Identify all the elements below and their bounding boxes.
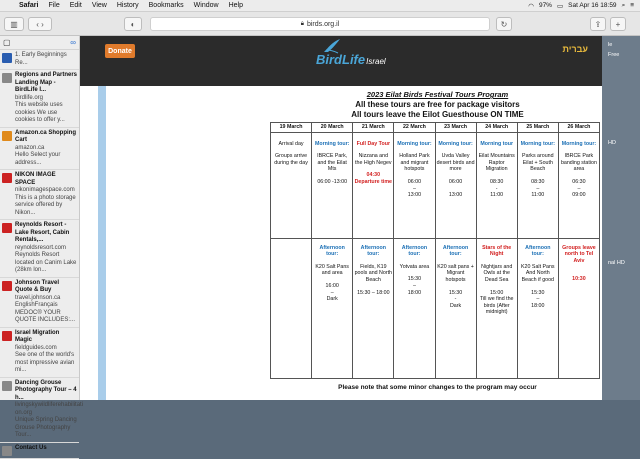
afternoon-row (271, 238, 600, 378)
birdlife-logo[interactable] (316, 38, 396, 74)
afternoon-tour-cell (312, 238, 353, 378)
tour-detail: 16:00 (325, 282, 339, 289)
tour-detail: 15:30 (407, 276, 422, 283)
menu-bar (0, 0, 640, 12)
menu-window[interactable]: Window (193, 2, 219, 9)
list-item[interactable] (0, 50, 79, 70)
tour-detail: Holland Park and migrant hotspots (399, 153, 430, 173)
program-subtitle-1: All these tours are free for package visitors (355, 100, 520, 109)
tour-detail: 09:00 (572, 192, 586, 199)
tour-detail: – (412, 282, 416, 289)
reading-list-sidebar (0, 36, 84, 451)
tour-detail: 18:00 (531, 302, 545, 309)
browser-toolbar (0, 12, 640, 36)
thumbnail (2, 53, 12, 63)
morning-tour-cell (312, 132, 353, 238)
thumbnail (2, 281, 12, 291)
tour-detail: Dark (326, 296, 338, 303)
tour-detail: – (536, 296, 540, 303)
clock[interactable]: Sat Apr 16 18:59 (568, 2, 617, 9)
day-header: 26 March (558, 123, 599, 133)
list-item[interactable] (0, 278, 79, 328)
menu-safari[interactable]: Safari (19, 2, 39, 9)
tour-heading: Morning tour: (314, 140, 350, 147)
list-item[interactable] (0, 328, 79, 378)
list-item[interactable] (0, 128, 79, 171)
list-item-domain: livingskywildliferehabilitati on.org (15, 402, 84, 416)
morning-tour-cell (394, 132, 435, 238)
glasses-icon[interactable]: ∞ (70, 38, 76, 47)
chevron-left-icon: ‹ › (36, 19, 44, 29)
morning-row (271, 132, 600, 238)
sidebar-toggle-button[interactable] (4, 17, 24, 31)
list-item-snippet: This website uses cookies We use cookies to offer y... (15, 102, 65, 123)
list-item-snippet: This is a photo storage service offered by Nikon... (15, 194, 76, 216)
background-text: Free (608, 52, 620, 58)
program-document (270, 90, 600, 400)
tour-detail: IBRCE Park banding station area (560, 153, 597, 173)
battery-icon[interactable]: ▭ (556, 2, 564, 10)
list-item[interactable] (0, 378, 84, 443)
thumbnail (2, 173, 12, 183)
tour-detail: 18:00 (407, 289, 422, 296)
tour-detail: 15:30 – 18:00 (357, 289, 390, 296)
tour-heading: Morning tour (480, 140, 514, 147)
tour-detail: – (536, 185, 540, 192)
search-icon[interactable]: ⌕ (621, 1, 626, 9)
tour-detail: Fields, K19 pools and North Beach (354, 263, 393, 283)
tour-detail: Uvda Valley desert birds and more (436, 153, 475, 173)
tour-detail: – (330, 289, 334, 296)
program-footnote: Please note that some minor changes to the program may occur (338, 384, 537, 391)
tour-heading: Afternoon tour: (401, 244, 428, 258)
day-header: 23 March (435, 123, 476, 133)
donate-button[interactable]: Donate (105, 44, 135, 58)
share-button[interactable] (590, 17, 606, 31)
reload-button[interactable] (496, 17, 512, 31)
plus-icon: + (615, 19, 621, 29)
background-text: HD (608, 140, 616, 146)
tour-detail: 15:30 (531, 289, 545, 296)
thumbnail (2, 131, 12, 141)
day-header: 19 March (271, 123, 312, 133)
list-item-snippet: Reynolds Resort located on Canim Lake (28km lon... (15, 252, 77, 273)
tour-detail: 08:30 (490, 178, 504, 185)
thumbnail (2, 73, 12, 83)
shield-button[interactable] (124, 17, 142, 31)
thumbnail (2, 331, 12, 341)
morning-tour-cell (517, 132, 558, 238)
thumbnail (2, 223, 12, 233)
list-item-title: Reynolds Resort - Lake Resort, Cabin Rentals,... (15, 222, 70, 243)
hebrew-language-link[interactable]: עברית (562, 44, 588, 54)
tour-detail: 15:00 (490, 289, 504, 296)
table-header-row (271, 123, 600, 133)
list-item[interactable] (0, 220, 79, 278)
tour-detail: K20 Salt Pans and area (315, 263, 349, 277)
list-item-snippet: See one of the world's most impressive avian mi... (15, 352, 75, 373)
site-header (80, 36, 602, 86)
tour-heading: Morning tour: (397, 140, 432, 147)
tour-heading: Morning tour: (438, 140, 473, 147)
morning-tour-cell (476, 132, 517, 238)
list-item-domain: travel.johnson.ca (15, 294, 61, 301)
menu-view[interactable]: View (91, 2, 107, 9)
logo-sub-text: Israel (366, 57, 386, 66)
thumbnail (2, 446, 12, 456)
book-icon[interactable]: ▢ (3, 38, 11, 47)
afternoon-tour-cell (517, 238, 558, 378)
morning-tour-cell (435, 132, 476, 238)
background-text: le (608, 42, 613, 48)
tour-detail: K20 Salt Pans And North Beach if good (521, 263, 555, 283)
thumbnail (2, 381, 12, 391)
day-header: 25 March (517, 123, 558, 133)
tour-detail: 08:30 (531, 178, 545, 185)
morning-tour-cell (558, 132, 599, 238)
afternoon-tour-cell (476, 238, 517, 378)
list-item-title: Johnson Travel Quote & Buy (15, 279, 60, 293)
decorative-strip (98, 86, 106, 400)
afternoon-tour-cell (353, 238, 394, 378)
afternoon-tour-cell (394, 238, 435, 378)
tour-detail: Till we find the birds (After midnight) (479, 296, 514, 316)
tour-detail: - (495, 185, 498, 192)
menu-file[interactable]: File (48, 2, 60, 9)
tour-heading: Groups leave north to Tel Aviv (562, 244, 596, 264)
tour-heading: Morning tour: (561, 140, 597, 147)
tour-time-highlight: 10:30 (572, 276, 586, 283)
list-item-title: 1. Early Beginnings Re... (15, 52, 67, 66)
list-item[interactable] (0, 443, 79, 459)
lock-icon: 🔒︎ (300, 20, 304, 27)
day-header: 24 March (476, 123, 517, 133)
tour-heading: Afternoon tour: (360, 244, 386, 258)
tour-detail: 15:30 (448, 289, 463, 296)
sidebar-header (0, 36, 79, 50)
tour-detail: 11:00 (490, 192, 504, 199)
menu-edit[interactable]: Edit (69, 2, 82, 9)
day-header: 21 March (353, 123, 394, 133)
tour-heading: Afternoon tour: (442, 244, 469, 258)
tour-heading: Stars of the Night (482, 244, 512, 258)
list-item-title: Contact Us (15, 444, 47, 451)
tour-detail: Eilat Mountains Raptor Migration (478, 153, 515, 173)
list-item-domain: fieldguides.com (15, 344, 57, 351)
tour-detail: IBRCE Park, and the Eilat Mts (317, 153, 348, 173)
tour-time-highlight: 04:30 Departure time (354, 172, 392, 185)
list-item-snippet: EnglishFrançais MEDOC® YOUR QUOTE INCLUDES:... (15, 302, 76, 323)
list-item-title: NIKON IMAGE SPACE (15, 172, 56, 186)
morning-tour-cell (353, 132, 394, 238)
reload-icon: ↻ (500, 19, 508, 29)
day-header: 20 March (312, 123, 353, 133)
list-item-snippet: Unique Spring Dancing Grouse Photography Tour... (15, 417, 77, 438)
program-title: 2023 Eilat Birds Festival Tours Program (366, 90, 509, 99)
tour-detail: Parks around Eilat + South Beach (522, 153, 554, 173)
shield-icon: ◐ (130, 19, 136, 29)
tour-detail: 06:00 -13:00 (317, 178, 348, 185)
background-window (602, 36, 640, 400)
list-item-title: Regions and Partners Landing Map - BirdLife I... (15, 72, 78, 93)
tour-detail: Arrival day (278, 140, 304, 147)
tour-detail: Nightjars and Owls at the Dead Sea (481, 263, 513, 283)
tour-heading: Afternoon tour: (319, 244, 345, 258)
list-item-domain: nikonimagespace.com (15, 187, 75, 193)
new-tab-button[interactable] (610, 17, 626, 31)
address-url: birds.org.il (306, 20, 340, 28)
battery-percent: 97% (538, 2, 552, 9)
tour-detail: 06:30 (572, 178, 586, 185)
afternoon-tour-cell (435, 238, 476, 378)
tour-heading: Full Day Tour (356, 140, 391, 147)
list-item-domain: birdlife.org (15, 94, 44, 101)
tour-detail: – (412, 185, 416, 192)
wifi-icon[interactable]: ◠ (528, 2, 534, 10)
list-item-snippet: Hello Select your address... (15, 152, 61, 166)
tour-detail: 13:00 (407, 192, 422, 199)
list-item-title: Amazon.ca Shopping Cart (15, 129, 77, 143)
afternoon-tour-cell (558, 238, 599, 378)
back-forward-buttons[interactable] (28, 17, 52, 31)
tour-detail: K20 salt pans + Migrant hotspots (437, 263, 474, 283)
tour-detail: 06:00 (448, 178, 463, 185)
afternoon-tour-cell (271, 238, 312, 378)
logo-main-text: BirdLife (316, 52, 366, 67)
tour-heading: Afternoon tour: (525, 244, 551, 258)
tour-detail: 06:00 (407, 178, 422, 185)
list-item-domain: reynoldsresort.com (15, 244, 67, 251)
list-item[interactable] (0, 170, 79, 220)
tour-detail: Yotvata area (399, 263, 430, 270)
program-subtitle-2: All tours leave the Eilot Guesthouse ON TIME (351, 110, 524, 119)
tour-detail: - (454, 296, 457, 303)
tour-detail: Nizzana and the High Negev (355, 153, 392, 166)
tour-detail: 13:00 (448, 191, 463, 198)
web-page (80, 36, 602, 400)
morning-tour-cell (271, 132, 312, 238)
program-table (270, 122, 600, 379)
menu-history[interactable]: History (116, 2, 139, 9)
list-item-domain: amazon.ca (15, 144, 45, 151)
menu-bookmarks[interactable]: Bookmarks (148, 2, 184, 9)
list-item[interactable] (0, 70, 79, 128)
sidebar-icon: ▥ (10, 19, 18, 29)
tour-detail: Dark (449, 302, 462, 309)
tour-heading: Morning tour: (520, 140, 556, 147)
share-icon: ⇪ (594, 19, 602, 29)
background-text: nal HD (608, 260, 625, 266)
list-item-title: Dancing Grouse Photography Tour – 4 h... (15, 379, 77, 401)
menu-help[interactable]: Help (228, 2, 243, 9)
tour-detail: 11:00 (531, 192, 545, 199)
control-center-icon[interactable]: ≡ (630, 2, 634, 9)
day-header: 22 March (394, 123, 435, 133)
tour-detail: Groups arrive during the day (274, 153, 308, 166)
tour-detail: – (577, 185, 581, 192)
address-bar[interactable] (150, 17, 490, 31)
list-item-title: Israel Migration Magic (15, 329, 60, 343)
